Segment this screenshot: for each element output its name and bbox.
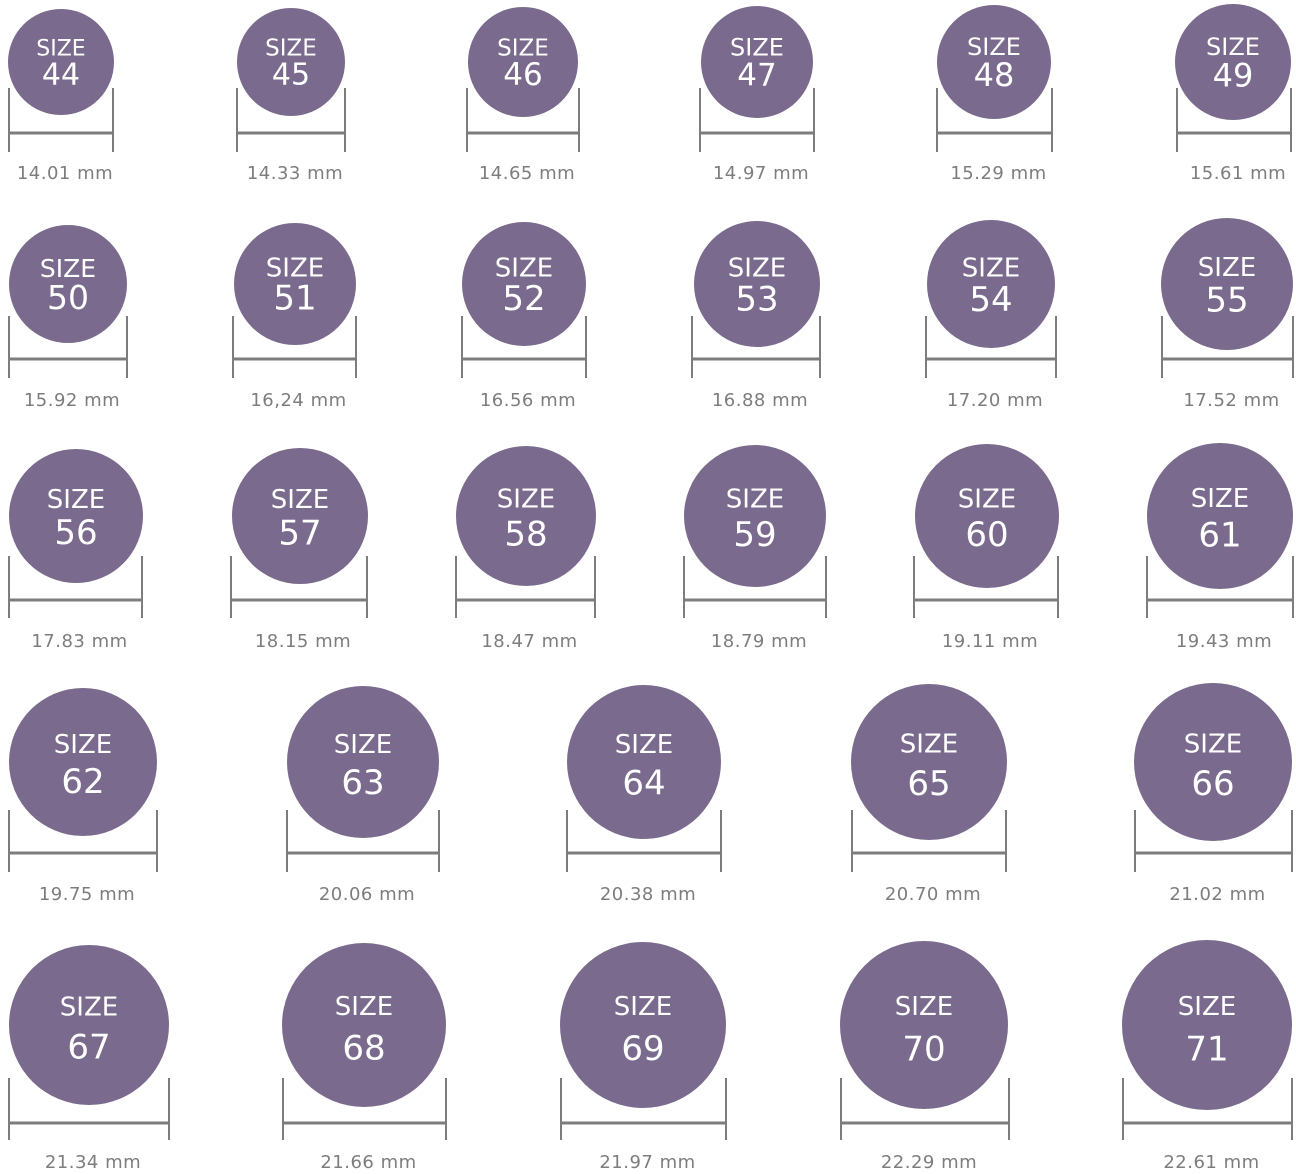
size-number: 44	[41, 57, 81, 93]
size-number: 50	[47, 277, 89, 317]
size-word: SIZE	[967, 33, 1021, 62]
size-word: SIZE	[334, 992, 394, 1023]
diameter-label: 15.61 mm	[1189, 163, 1287, 184]
ring-size-item	[8, 9, 114, 184]
size-number: 58	[504, 514, 548, 555]
size-number: 66	[1191, 764, 1235, 805]
size-number: 53	[735, 279, 779, 320]
ring-size-item	[287, 686, 439, 905]
diameter-label: 14.97 mm	[712, 163, 810, 184]
size-number: 51	[273, 278, 317, 319]
size-word: SIZE	[730, 33, 784, 62]
diameter-label: 17.20 mm	[946, 390, 1044, 411]
ring-size-item	[9, 225, 127, 411]
size-word: SIZE	[265, 35, 317, 62]
diameter-label: 21.34 mm	[44, 1152, 142, 1173]
size-number: 62	[61, 762, 105, 803]
diameter-label: 14.65 mm	[478, 163, 576, 184]
ring-size-item	[1161, 218, 1293, 411]
ring-size-item	[9, 688, 157, 905]
size-word: SIZE	[894, 991, 954, 1022]
size-word: SIZE	[1177, 991, 1237, 1022]
size-word: SIZE	[725, 484, 785, 515]
size-number: 69	[621, 1028, 665, 1069]
diameter-label: 18.47 mm	[481, 631, 578, 652]
diameter-label: 16.56 mm	[479, 390, 577, 411]
diameter-label: 17.52 mm	[1183, 390, 1280, 411]
diameter-label: 16.88 mm	[711, 390, 809, 411]
size-word: SIZE	[333, 729, 393, 760]
size-word: SIZE	[1197, 253, 1257, 284]
ring-size-item	[840, 941, 1009, 1173]
size-number: 63	[341, 762, 385, 803]
ring-size-item	[233, 223, 356, 411]
size-word: SIZE	[496, 484, 556, 515]
size-word: SIZE	[265, 253, 325, 284]
diameter-label: 21.97 mm	[599, 1152, 696, 1173]
size-number: 55	[1205, 280, 1249, 321]
ring-size-item	[9, 449, 143, 652]
size-number: 70	[902, 1029, 946, 1070]
size-word: SIZE	[961, 253, 1021, 284]
diameter-label: 15.92 mm	[23, 390, 121, 411]
diameter-label: 14.33 mm	[246, 163, 344, 184]
diameter-label: 16,24 mm	[250, 390, 347, 411]
diameter-label: 20.06 mm	[318, 884, 416, 905]
ring-size-item	[1134, 683, 1292, 905]
size-number: 45	[271, 57, 311, 93]
size-word: SIZE	[1206, 33, 1260, 62]
ring-circle	[1134, 683, 1292, 841]
diameter-label: 18.79 mm	[710, 631, 808, 652]
size-word: SIZE	[613, 992, 673, 1023]
ring-size-item	[9, 945, 169, 1173]
ring-size-item	[467, 7, 579, 184]
size-word: SIZE	[59, 992, 119, 1023]
ring-size-item	[692, 221, 820, 411]
size-number: 61	[1198, 515, 1242, 556]
size-word: SIZE	[36, 36, 86, 62]
size-word: SIZE	[497, 35, 549, 62]
ring-size-item	[1175, 4, 1291, 184]
ring-size-item	[926, 220, 1056, 411]
ring-circle	[9, 945, 169, 1105]
ring-size-item	[462, 222, 586, 411]
ring-size-item	[700, 6, 814, 184]
ring-size-item	[231, 448, 368, 652]
size-number: 57	[278, 513, 322, 554]
size-word: SIZE	[1190, 484, 1250, 515]
ring-circle	[567, 685, 721, 839]
ring-size-item	[456, 446, 596, 652]
size-word: SIZE	[39, 253, 97, 283]
ring-size-item	[567, 685, 721, 905]
ring-size-item	[237, 8, 345, 184]
size-word: SIZE	[53, 730, 113, 761]
diameter-label: 18.15 mm	[254, 631, 352, 652]
ring-circle	[1122, 940, 1292, 1110]
size-number: 65	[907, 763, 951, 804]
ring-circle	[282, 943, 446, 1107]
size-number: 47	[737, 57, 777, 94]
size-number: 60	[965, 515, 1009, 556]
size-word: SIZE	[1183, 729, 1243, 760]
ring-size-item	[282, 943, 446, 1173]
diameter-label: 19.43 mm	[1175, 631, 1273, 652]
size-word: SIZE	[270, 484, 330, 515]
diameter-label: 20.38 mm	[599, 884, 697, 905]
size-number: 71	[1185, 1029, 1229, 1070]
ring-size-item	[937, 5, 1052, 184]
size-number: 68	[342, 1028, 386, 1069]
ring-size-item	[684, 445, 826, 652]
size-word: SIZE	[727, 253, 787, 284]
size-word: SIZE	[899, 729, 959, 760]
ring-size-item	[914, 444, 1059, 652]
size-number: 64	[622, 763, 666, 804]
diameter-label: 19.75 mm	[38, 884, 136, 905]
ring-circle	[851, 684, 1007, 840]
diameter-label: 15.29 mm	[950, 163, 1047, 184]
size-word: SIZE	[46, 484, 106, 515]
size-number: 48	[973, 55, 1015, 94]
ring-size-item	[560, 942, 726, 1173]
diameter-label: 14.01 mm	[16, 163, 114, 184]
ring-circle	[840, 941, 1008, 1109]
diameter-label: 20.70 mm	[884, 884, 982, 905]
size-word: SIZE	[957, 484, 1017, 515]
size-number: 54	[969, 279, 1013, 320]
size-number: 46	[503, 57, 543, 94]
size-number: 49	[1212, 56, 1254, 95]
size-number: 67	[67, 1027, 111, 1068]
size-number: 52	[502, 279, 546, 320]
size-word: SIZE	[614, 729, 674, 760]
diameter-label: 19.11 mm	[941, 631, 1039, 652]
ring-circle	[560, 942, 726, 1108]
diameter-label: 21.02 mm	[1169, 884, 1266, 905]
size-number: 56	[54, 513, 98, 554]
diameter-label: 21.66 mm	[320, 1152, 417, 1173]
size-word: SIZE	[494, 253, 554, 284]
diameter-label: 17.83 mm	[31, 631, 128, 652]
ring-size-item	[1122, 940, 1292, 1173]
ring-size-item	[1147, 443, 1293, 652]
ring-size-item	[851, 684, 1007, 905]
diameter-label: 22.29 mm	[880, 1152, 978, 1173]
diameter-label: 22.61 mm	[1163, 1152, 1260, 1173]
size-number: 59	[733, 514, 777, 555]
